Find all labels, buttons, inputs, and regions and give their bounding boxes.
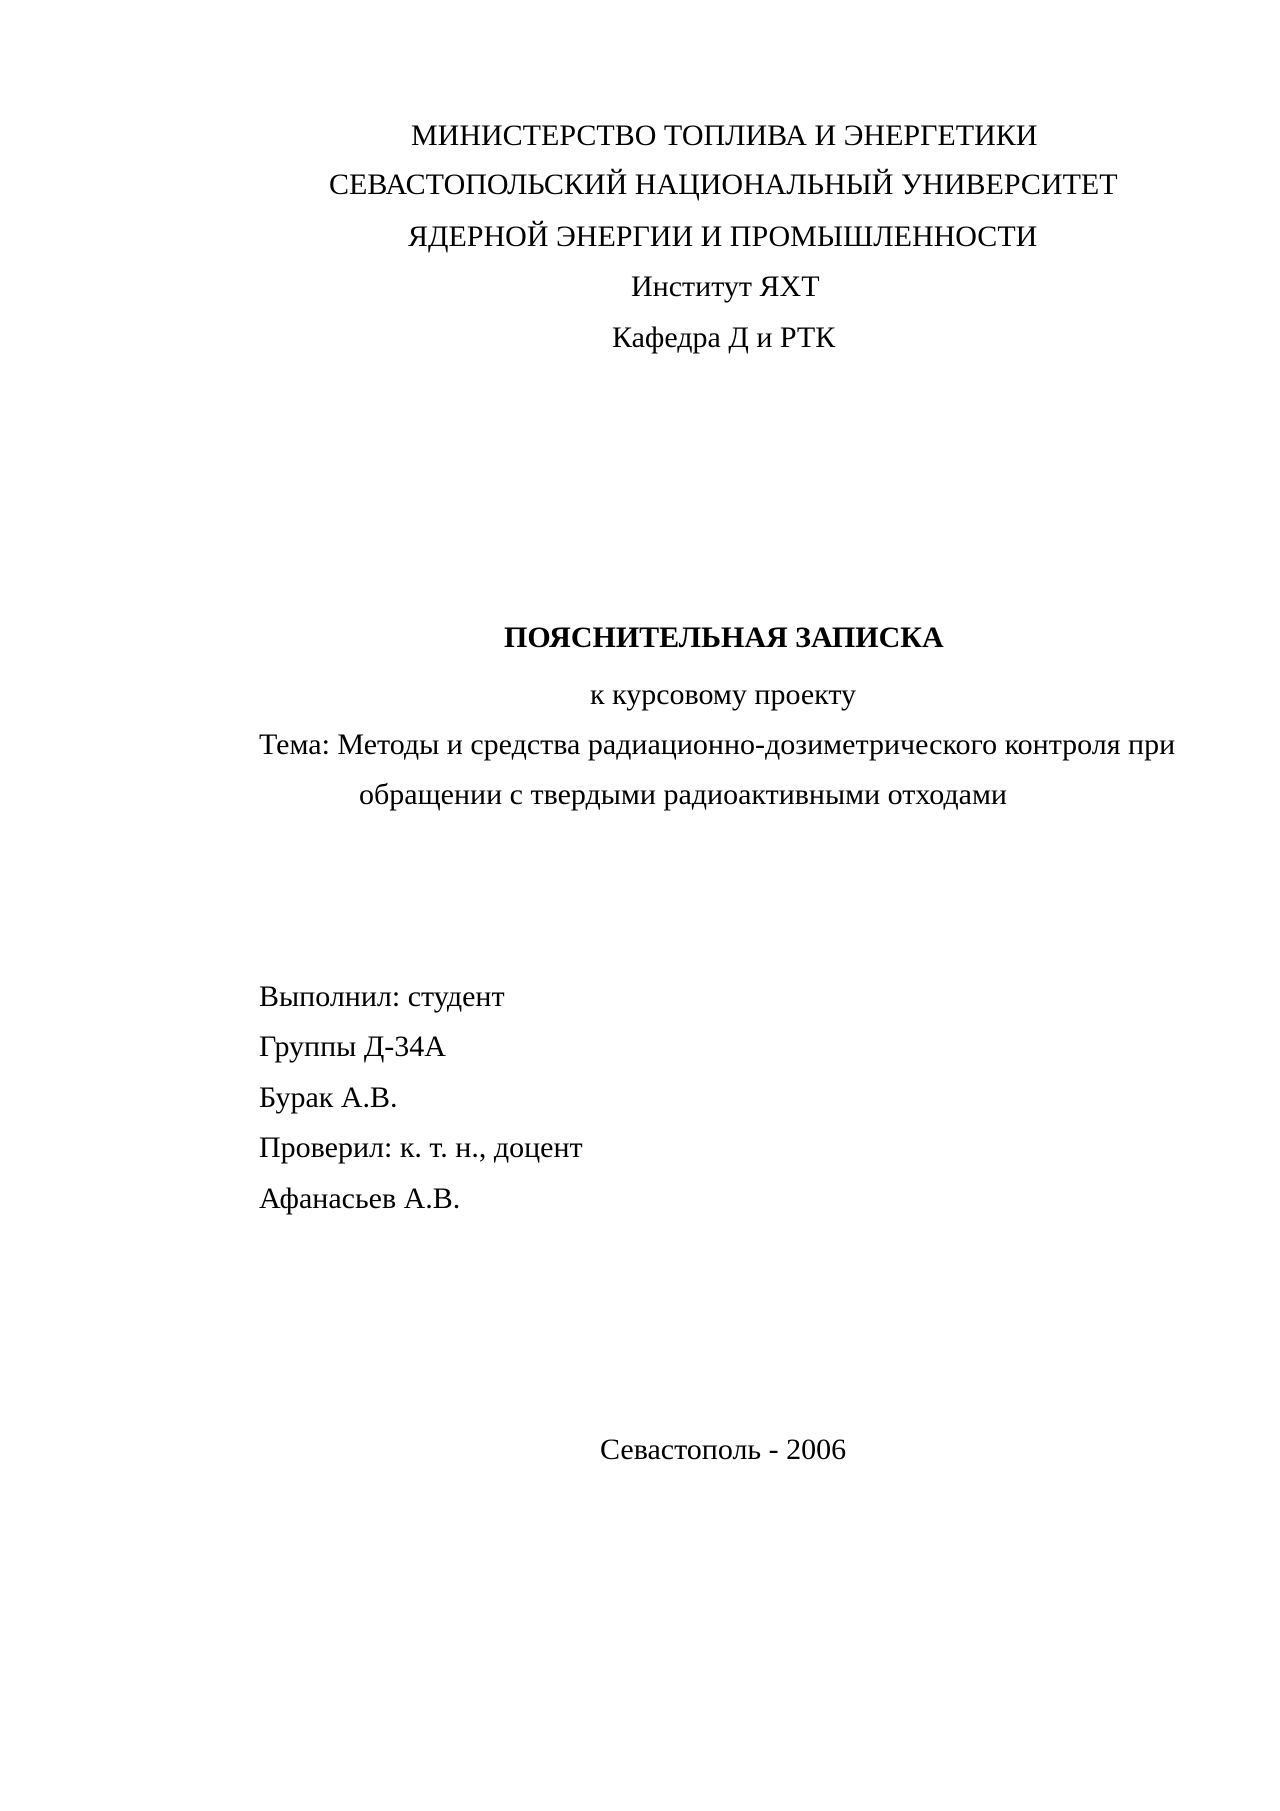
institute-name: Институт ЯХТ — [631, 270, 820, 303]
checked-by-label: Проверил: к. т. н., доцент — [259, 1131, 583, 1164]
university-heading-line2: ЯДЕРНОЙ ЭНЕРГИИ И ПРОМЫШЛЕННОСТИ — [408, 220, 1038, 253]
student-group: Группы Д-34А — [259, 1030, 446, 1063]
topic-line1: Тема: Методы и средства радиационно-дозиметрического контроля при — [259, 728, 1176, 761]
department-name: Кафедра Д и РТК — [612, 321, 836, 354]
university-heading-line1: СЕВАСТОПОЛЬСКИЙ НАЦИОНАЛЬНЫЙ УНИВЕРСИТЕТ — [329, 168, 1118, 201]
city-year: Севастополь - 2006 — [600, 1433, 847, 1466]
performed-by-label: Выполнил: студент — [259, 980, 505, 1013]
document-title: ПОЯСНИТЕЛЬНАЯ ЗАПИСКА — [504, 621, 944, 654]
topic-line2: обращении с твердыми радиоактивными отходами — [359, 778, 1007, 811]
checker-name: Афанасьев А.В. — [259, 1182, 461, 1215]
ministry-heading: МИНИСТЕРСТВО ТОПЛИВА И ЭНЕРГЕТИКИ — [411, 119, 1038, 152]
document-subtitle: к курсовому проекту — [590, 678, 857, 711]
student-name: Бурак А.В. — [259, 1081, 398, 1114]
